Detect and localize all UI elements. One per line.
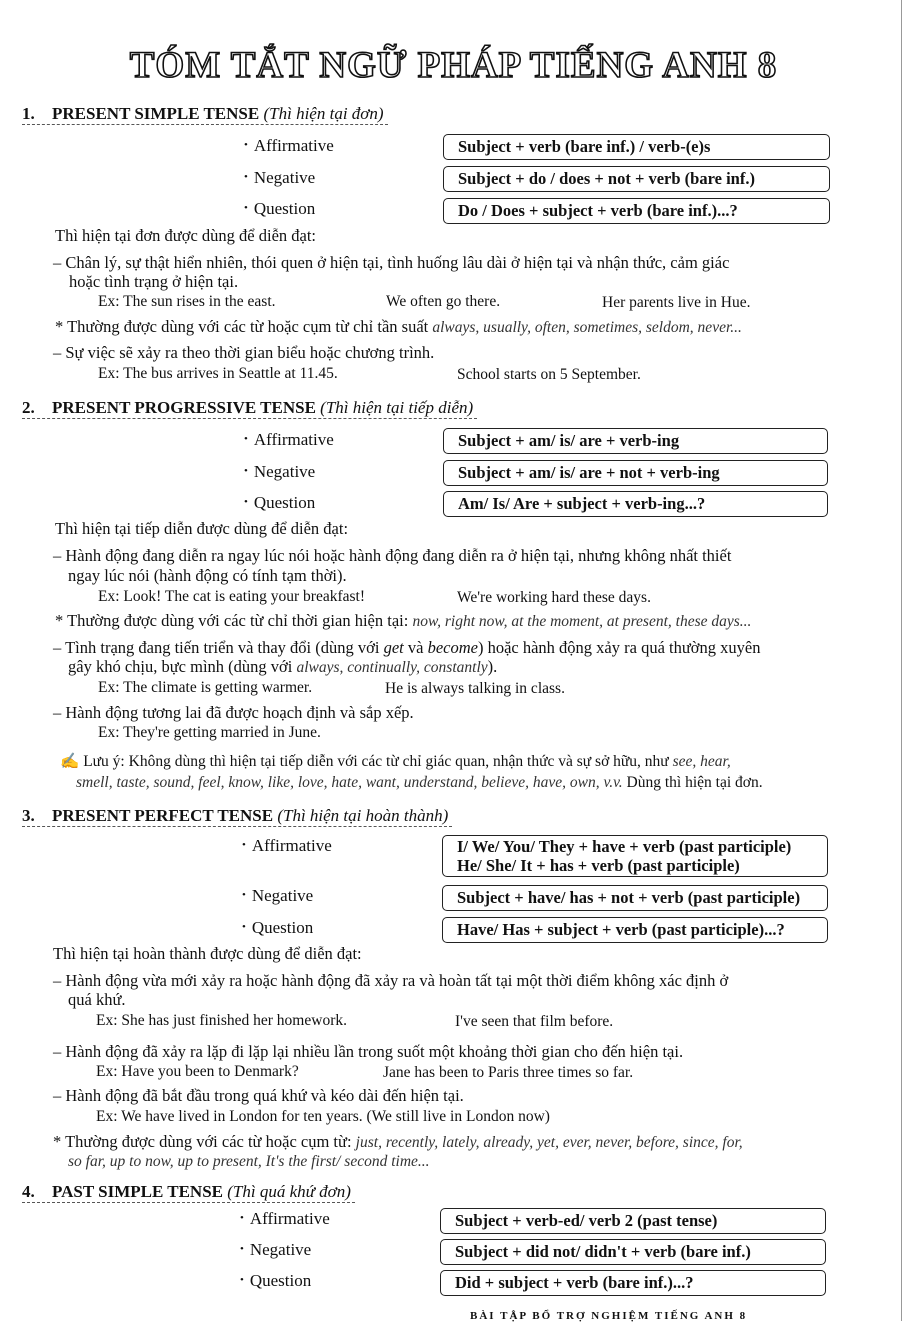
usage-item-cont: ngay lúc nói (hành động có tính tạm thời). [68, 566, 347, 585]
section-number: 4. [22, 1182, 35, 1201]
page-title: TÓM TẮT NGỮ PHÁP TIẾNG ANH 8 [129, 45, 778, 86]
usage-intro: Thì hiện tại tiếp diễn được dùng để diễn đạt: [55, 519, 349, 538]
page-footer: BÀI TẬP BỔ TRỢ NGHIỆM TIẾNG ANH 8 [470, 1310, 748, 1322]
section-name: PRESENT SIMPLE TENSE [52, 104, 260, 123]
note-words: see, hear, [672, 753, 731, 770]
usage-item-cont: quá khứ. [68, 990, 126, 1009]
note-label: Lưu ý: [83, 753, 125, 770]
note-text: * Thường được dùng với các từ hoặc cụm từ chỉ tần suất [55, 317, 429, 336]
section-name: PRESENT PERFECT TENSE [52, 806, 274, 825]
example: School starts on 5 September. [457, 366, 641, 383]
example: Ex: Look! The cat is eating your breakfast! [98, 588, 365, 605]
example: I've seen that film before. [455, 1013, 614, 1030]
affirmative-formula: Subject + verb-ed/ verb 2 (past tense) [440, 1208, 826, 1234]
note-text: * Thường được dùng với các từ hoặc cụm từ: [53, 1132, 352, 1151]
section-3-heading [22, 806, 452, 827]
example: We often go there. [386, 293, 501, 310]
usage-item: – Hành động đã xảy ra lặp đi lặp lại nhiều lần trong suốt một khoảng thời gian cho đến hiện tại. [53, 1042, 684, 1061]
example: He is always talking in class. [385, 680, 565, 697]
negative-formula: Subject + did not/ didn't + verb (bare inf.) [440, 1239, 826, 1265]
usage-text: gây khó chịu, bực mình (dùng với [68, 657, 293, 676]
word-become: become [427, 638, 478, 657]
negative-label: • Negative [244, 168, 315, 188]
example: Ex: The climate is getting warmer. [98, 679, 313, 696]
example: Ex: We have lived in London for ten years. (We still live in London now) [96, 1108, 550, 1125]
question-label: • Question [242, 918, 313, 938]
note-words: so far, up to now, up to present, It's the first/ second time... [68, 1153, 430, 1170]
question-formula: Did + subject + verb (bare inf.)...? [440, 1270, 826, 1296]
note-words: always, usually, often, sometimes, seldom, never... [432, 319, 742, 336]
usage-text: ) hoặc hành động xảy ra quá thường xuyên [477, 638, 761, 657]
note-block-cont [76, 773, 763, 793]
example: Ex: The sun rises in the east. [98, 293, 276, 310]
usage-item: – Sự việc sẽ xảy ra theo thời gian biểu hoặc chương trình. [53, 343, 435, 362]
section-number: 3. [22, 806, 35, 825]
negative-formula: Subject + am/ is/ are + not + verb-ing [443, 460, 828, 486]
example: We're working hard these days. [457, 589, 651, 606]
affirmative-label: • Affirmative [244, 430, 334, 450]
note-text: Dùng thì hiện tại đơn. [626, 774, 763, 791]
usage-text: và [407, 638, 424, 657]
negative-formula: Subject + do / does + not + verb (bare inf.) [443, 166, 830, 192]
section-vn-name: (Thì hiện tại tiếp diễn) [320, 398, 474, 417]
negative-label: • Negative [244, 462, 315, 482]
note-words: just, recently, lately, already, yet, ever, never, before, since, for, [355, 1134, 743, 1151]
example: Ex: They're getting married in June. [98, 724, 321, 741]
example: Ex: Have you been to Denmark? [96, 1063, 299, 1080]
usage-item-cont: hoặc tình trạng ở hiện tại. [69, 272, 239, 291]
used-with-note [53, 1132, 743, 1153]
time-note [55, 611, 751, 632]
frequency-note [55, 317, 742, 338]
question-formula: Do / Does + subject + verb (bare inf.)...? [443, 198, 830, 224]
section-name: PRESENT PROGRESSIVE TENSE [52, 398, 316, 417]
affirmative-formula: Subject + verb (bare inf.) / verb-(e)s [443, 134, 830, 160]
note-words: always, continually, constantly [296, 659, 488, 676]
question-label: • Question [240, 1271, 311, 1291]
section-name: PAST SIMPLE TENSE [52, 1182, 224, 1201]
usage-text: ). [487, 657, 498, 676]
section-number: 2. [22, 398, 35, 417]
section-vn-name: (Thì hiện tại hoàn thành) [277, 806, 449, 825]
example: Jane has been to Paris three times so far. [383, 1064, 634, 1081]
usage-item: – Hành động vừa mới xảy ra hoặc hành động đã xảy ra và hoàn tất tại một thời điểm không xác định ở [53, 971, 729, 990]
note-text: Không dùng thì hiện tại tiếp diễn với các từ chỉ giác quan, nhận thức và sự sở hữu, như [128, 753, 669, 770]
question-label: • Question [244, 493, 315, 513]
section-4-heading [22, 1182, 355, 1203]
negative-formula: Subject + have/ has + not + verb (past participle) [442, 885, 828, 911]
section-vn-name: (Thì quá khứ đơn) [227, 1182, 351, 1201]
usage-item: – Hành động đã bắt đầu trong quá khứ và kéo dài đến hiện tại. [53, 1086, 464, 1105]
affirmative-label: • Affirmative [240, 1209, 330, 1229]
usage-text: – Tình trạng đang tiến triển và thay đổi (dùng với [53, 638, 380, 657]
note-words: now, right now, at the moment, at present, these days... [412, 613, 752, 630]
section-number: 1. [22, 104, 35, 123]
affirmative-label: • Affirmative [244, 136, 334, 156]
usage-item: – Hành động đang diễn ra ngay lúc nói hoặc hành động đang diễn ra ở hiện tại, nhưng không nhất thiết [53, 546, 732, 565]
section-vn-name: (Thì hiện tại đơn) [263, 104, 384, 123]
formula-line: I/ We/ You/ They + have + verb (past participle) [457, 837, 792, 856]
formula-line: He/ She/ It + has + verb (past participle) [457, 856, 740, 875]
example: Ex: The bus arrives in Seattle at 11.45. [98, 365, 338, 382]
affirmative-formula [442, 835, 828, 877]
note-icon: ✍ [60, 753, 80, 770]
usage-item: – Hành động tương lai đã được hoạch định và sắp xếp. [53, 703, 414, 722]
note-text: * Thường được dùng với các từ chỉ thời gian hiện tại: [55, 611, 409, 630]
negative-label: • Negative [242, 886, 313, 906]
example: Ex: She has just finished her homework. [96, 1012, 347, 1029]
question-formula: Have/ Has + subject + verb (past participle)...? [442, 917, 828, 943]
usage-item-cont [68, 657, 497, 678]
affirmative-formula: Subject + am/ is/ are + verb-ing [443, 428, 828, 454]
note-words: smell, taste, sound, feel, know, like, love, hate, want, understand, believe, have, own, v.v. [76, 774, 623, 791]
affirmative-label: • Affirmative [242, 836, 332, 856]
usage-item: – Chân lý, sự thật hiển nhiên, thói quen ở hiện tại, tình huống lâu dài ở hiện tại và nhận thức, cảm giác [53, 253, 730, 272]
note-block [60, 752, 731, 772]
negative-label: • Negative [240, 1240, 311, 1260]
word-get: get [383, 638, 404, 657]
section-2-heading [22, 398, 477, 419]
usage-intro: Thì hiện tại đơn được dùng để diễn đạt: [55, 226, 317, 245]
question-formula: Am/ Is/ Are + subject + verb-ing...? [443, 491, 828, 517]
usage-intro: Thì hiện tại hoàn thành được dùng để diễn đạt: [53, 944, 362, 963]
usage-item [53, 638, 760, 658]
question-label: • Question [244, 199, 315, 219]
example: Her parents live in Hue. [602, 294, 751, 311]
section-1-heading [22, 104, 388, 125]
page-edge [901, 0, 902, 1321]
